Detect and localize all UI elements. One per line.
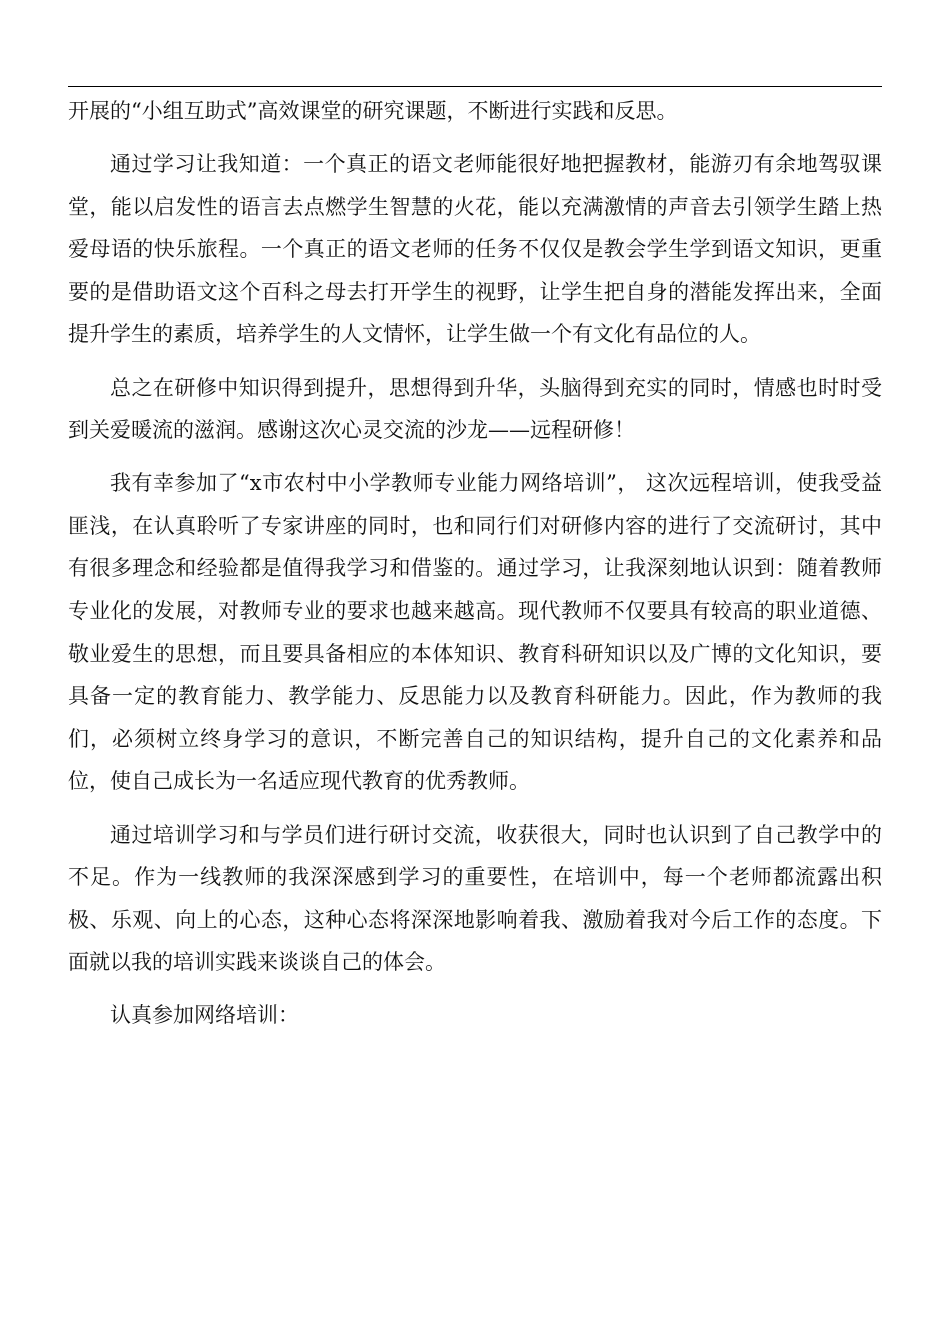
paragraph-learning-insight: 通过学习让我知道：一个真正的语文老师能很好地把握教材，能游刃有余地驾驭课堂，能以启发性的语言去点燃学生智慧的火花，能以充满激情的声音去引领学生踏上热爱母语的快乐旅程。一个真正的语文老师的任务不仅仅是教会学生学到语文知识，更重要的是借助语文这个百科之母去打开学生的视野，让学生把自身的潜能发挥出来，全面提升学生的素质，培养学生的人文情怀，让学生做一个有文化有品位的人。 — [68, 152, 882, 347]
paragraph-continuation: 开展的“小组互助式”高效课堂的研究课题，不断进行实践和反思。 — [68, 99, 678, 123]
paragraph-summary: 总之在研修中知识得到提升，思想得到升华，头脑得到充实的同时，情感也时时受到关爱暖流的滋润。感谢这次心灵交流的沙龙——远程研修！ — [68, 375, 882, 443]
paragraph-reflection: 通过培训学习和与学员们进行研讨交流，收获很大，同时也认识到了自己教学中的不足。作为一线教师的我深深感到学习的重要性，在培训中，每一个老师都流露出积极、乐观、向上的心态，这种心态将深深地影响着我、激励着我对今后工作的态度。下面就以我的培训实践来谈谈自己的体会。 — [68, 822, 882, 975]
header-rule — [68, 86, 882, 87]
document-body — [68, 90, 882, 1047]
paragraph-training-experience: 我有幸参加了“x市农村中小学教师专业能力网络培训”， 这次远程培训，使我受益匪浅，在认真聆听了专家讲座的同时，也和同行们对研修内容的进行了交流研讨，其中有很多理念和经验都是值得我学习和借鉴的。通过学习，让我深刻地认识到：随着教师专业化的发展，对教师专业的要求也越来越高。现代教师不仅要具有较高的职业道德、敬业爱生的思想，而且要具备相应的本体知识、教育科研知识以及广博的文化知识，要具备一定的教育能力、教学能力、反思能力以及教育科研能力。因此，作为教师的我们，必须树立终身学习的意识，不断完善自己的知识结构，提升自己的文化素养和品位，使自己成长为一名适应现代教育的优秀教师。 — [68, 471, 882, 794]
paragraph-section-heading: 认真参加网络培训： — [110, 1003, 299, 1028]
